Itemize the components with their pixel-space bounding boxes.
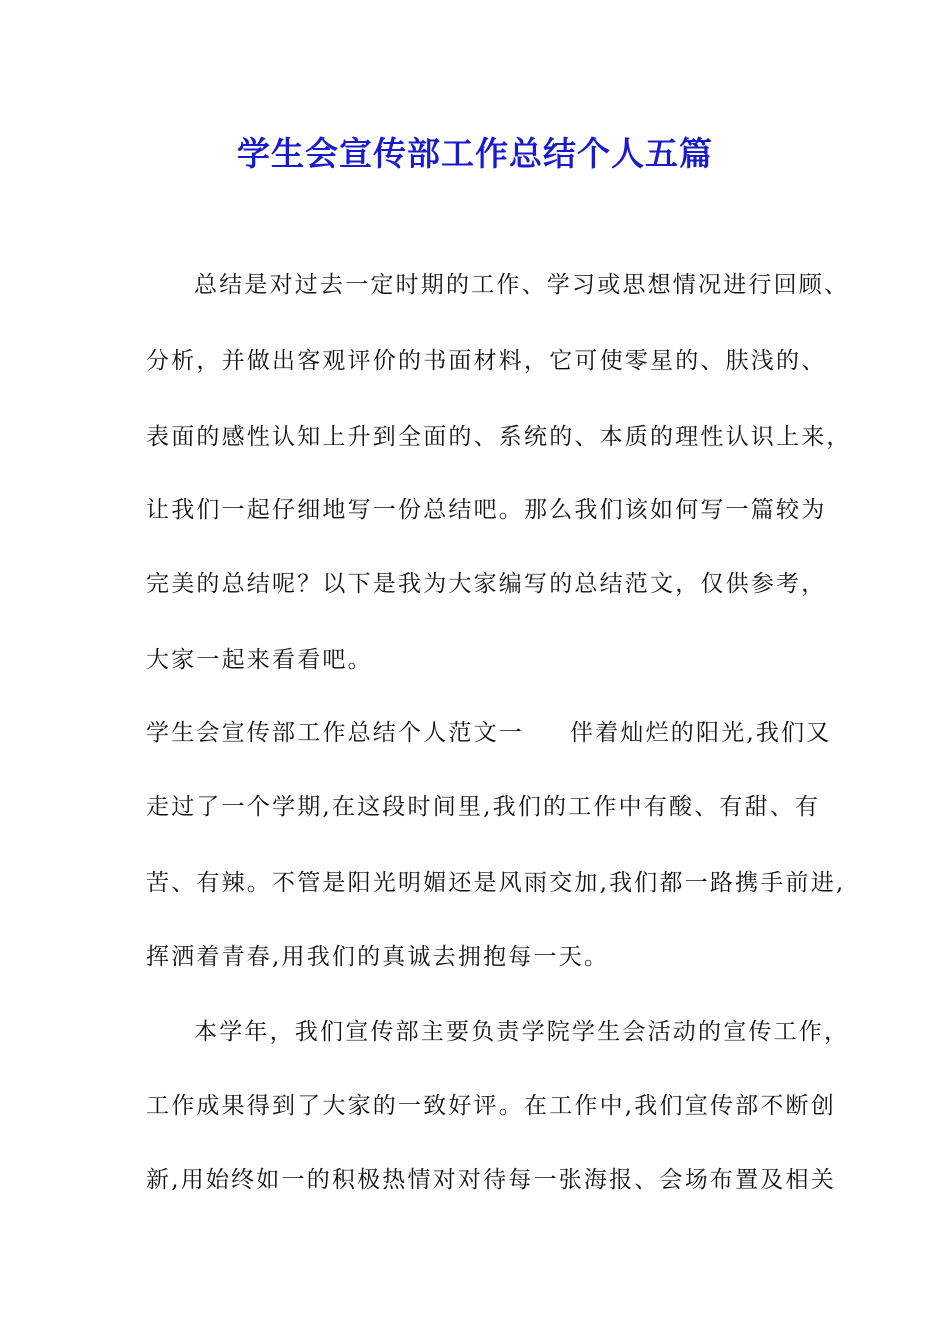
paragraph-line: 工作成果得到了大家的一致好评。在工作中,我们宣传部不断创 bbox=[146, 1093, 836, 1119]
paragraph-line: 分析，并做出客观评价的书面材料，它可使零星的、肤浅的、 bbox=[146, 348, 827, 374]
paragraph-line: 完美的总结呢？以下是我为大家编写的总结范文，仅供参考， bbox=[146, 571, 827, 597]
document-title: 学生会宣传部工作总结个人五篇 bbox=[237, 134, 713, 173]
paragraph-line: 挥洒着青春,用我们的真诚去拥抱每一天。 bbox=[146, 944, 610, 970]
paragraph-line: 让我们一起仔细地写一份总结吧。那么我们该如何写一篇较为 bbox=[146, 497, 827, 523]
paragraph-line: 总结是对过去一定时期的工作、学习或思想情况进行回顾、 bbox=[194, 272, 850, 298]
paragraph-line: 本学年，我们宣传部主要负责学院学生会活动的宣传工作， bbox=[194, 1019, 850, 1045]
paragraph-line: 大家一起来看看吧。 bbox=[146, 647, 373, 673]
paragraph-line: 表面的感性认知上升到全面的、系统的、本质的理性认识上来， bbox=[146, 424, 852, 450]
paragraph-line: 新,用始终如一的积极热情对对待每一张海报、会场布置及相关 bbox=[146, 1167, 836, 1193]
paragraph-line: 走过了一个学期,在这段时间里,我们的工作中有酸、有甜、有 bbox=[146, 794, 821, 820]
section-first-sentence: 伴着灿烂的阳光,我们又 bbox=[570, 720, 832, 746]
section-heading: 学生会宣传部工作总结个人范文一 bbox=[146, 720, 524, 746]
paragraph-line: 苦、有辣。不管是阳光明媚还是风雨交加,我们都一路携手前进, bbox=[146, 870, 846, 896]
section-heading-line bbox=[146, 713, 832, 753]
